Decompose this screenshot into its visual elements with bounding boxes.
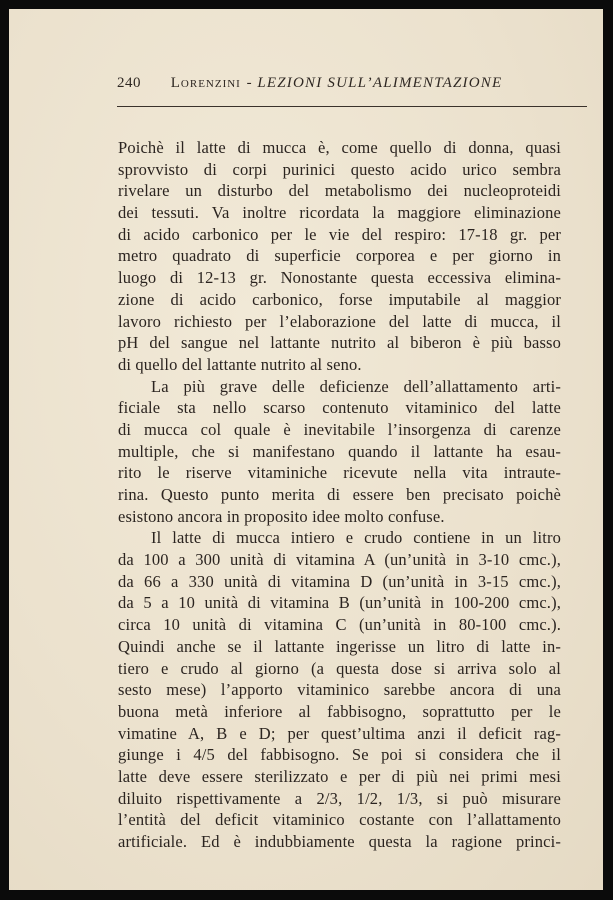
- text-line: giunge i 4/5 del fabbisogno. Se poi si considera che il: [118, 745, 561, 765]
- text-line: diluito rispettivamente a 2/3, 1/2, 1/3, si può misurare: [118, 788, 561, 808]
- text-line: metro quadrato di superficie corporea e per giorno in: [118, 246, 561, 266]
- paragraph: [118, 527, 561, 852]
- text-line: buona metà inferiore al fabbisogno, soprattutto per le: [118, 701, 561, 721]
- book-title: LEZIONI SULL’ALIMENTAZIONE: [257, 75, 503, 91]
- paragraph: [118, 137, 561, 376]
- text-line: da 5 a 10 unità di vitamina B (un’unità in 100-200 cmc.),: [118, 593, 561, 613]
- text-line: vimatine A, B e D; per quest’ultima anzi il deficit rag-: [118, 723, 561, 743]
- text-line: Il latte di mucca intiero e crudo contiene in un litro: [151, 528, 561, 548]
- text-line: esistono ancora in proposito idee molto confuse.: [118, 506, 445, 526]
- text-line: circa 10 unità di vitamina C (un’unità in 80-100 cmc.).: [118, 615, 561, 635]
- text-line: La più grave delle deficienze dell’allattamento arti-: [151, 376, 561, 396]
- text-line: da 100 a 300 unità di vitamina A (un’unità in 3-10 cmc.),: [118, 550, 561, 570]
- text-line: di mucca col quale è inevitabile l’insorgenza di carenze: [118, 419, 561, 439]
- text-line: tiero e crudo al giorno (a questa dose si arriva solo al: [118, 658, 561, 678]
- text-line: Quindi anche se il lattante ingerisse un litro di latte in-: [118, 636, 561, 656]
- text-line: Poichè il latte di mucca è, come quello di donna, quasi: [118, 138, 561, 157]
- text-line: di acido carbonico per le vie del respiro: 17-18 gr. per: [118, 224, 561, 244]
- header-rule: [117, 106, 587, 107]
- text-line: rina. Questo punto merita di essere ben precisato poichè: [118, 485, 561, 504]
- book-page: [9, 9, 603, 890]
- text-line: lavoro richiesto per l’elaborazione del latte di mucca, il: [118, 311, 561, 331]
- text-line: luogo di 12-13 gr. Nonostante questa eccessiva elimina-: [118, 268, 561, 288]
- body-text: [118, 137, 561, 853]
- author-name: Lorenzini: [170, 75, 241, 91]
- text-line: multiple, che si manifestano quando il lattante ha esau-: [118, 441, 561, 461]
- text-line: latte deve essere sterilizzato e per di più nei primi mesi: [118, 766, 561, 786]
- page-number: 240: [117, 75, 141, 91]
- paragraph: [118, 376, 561, 528]
- text-line: sesto mese) l’apporto vitaminico sarebbe ancora di una: [118, 680, 561, 700]
- text-line: zione di acido carbonico, forse imputabile al maggior: [118, 289, 561, 309]
- text-line: ficiale sta nello scarso contenuto vitaminico del latte: [118, 398, 561, 418]
- text-line: da 66 a 330 unità di vitamina D (un’unità in 3-15 cmc.),: [118, 571, 561, 591]
- text-line: dei tessuti. Va inoltre ricordata la maggiore eliminazione: [118, 203, 561, 223]
- text-line: rito le riserve vitaminiche ricevute nella vita intraute-: [118, 463, 561, 483]
- text-line: l’entità del deficit vitaminico costante con l’allattamento: [118, 810, 561, 830]
- text-line: artificiale. Ed è indubbiamente questa la ragione princi-: [118, 832, 561, 851]
- running-header: [117, 75, 587, 95]
- text-line: rivelare un disturbo del metabolismo dei nucleoproteidi: [118, 181, 561, 201]
- text-line: pH del sangue nel lattante nutrito al biberon è più basso: [118, 333, 561, 353]
- text-line: di quello del lattante nutrito al seno.: [118, 354, 362, 374]
- header-separator: -: [246, 75, 252, 91]
- text-line: sprovvisto di corpi purinici questo acido urico sembra: [118, 159, 561, 179]
